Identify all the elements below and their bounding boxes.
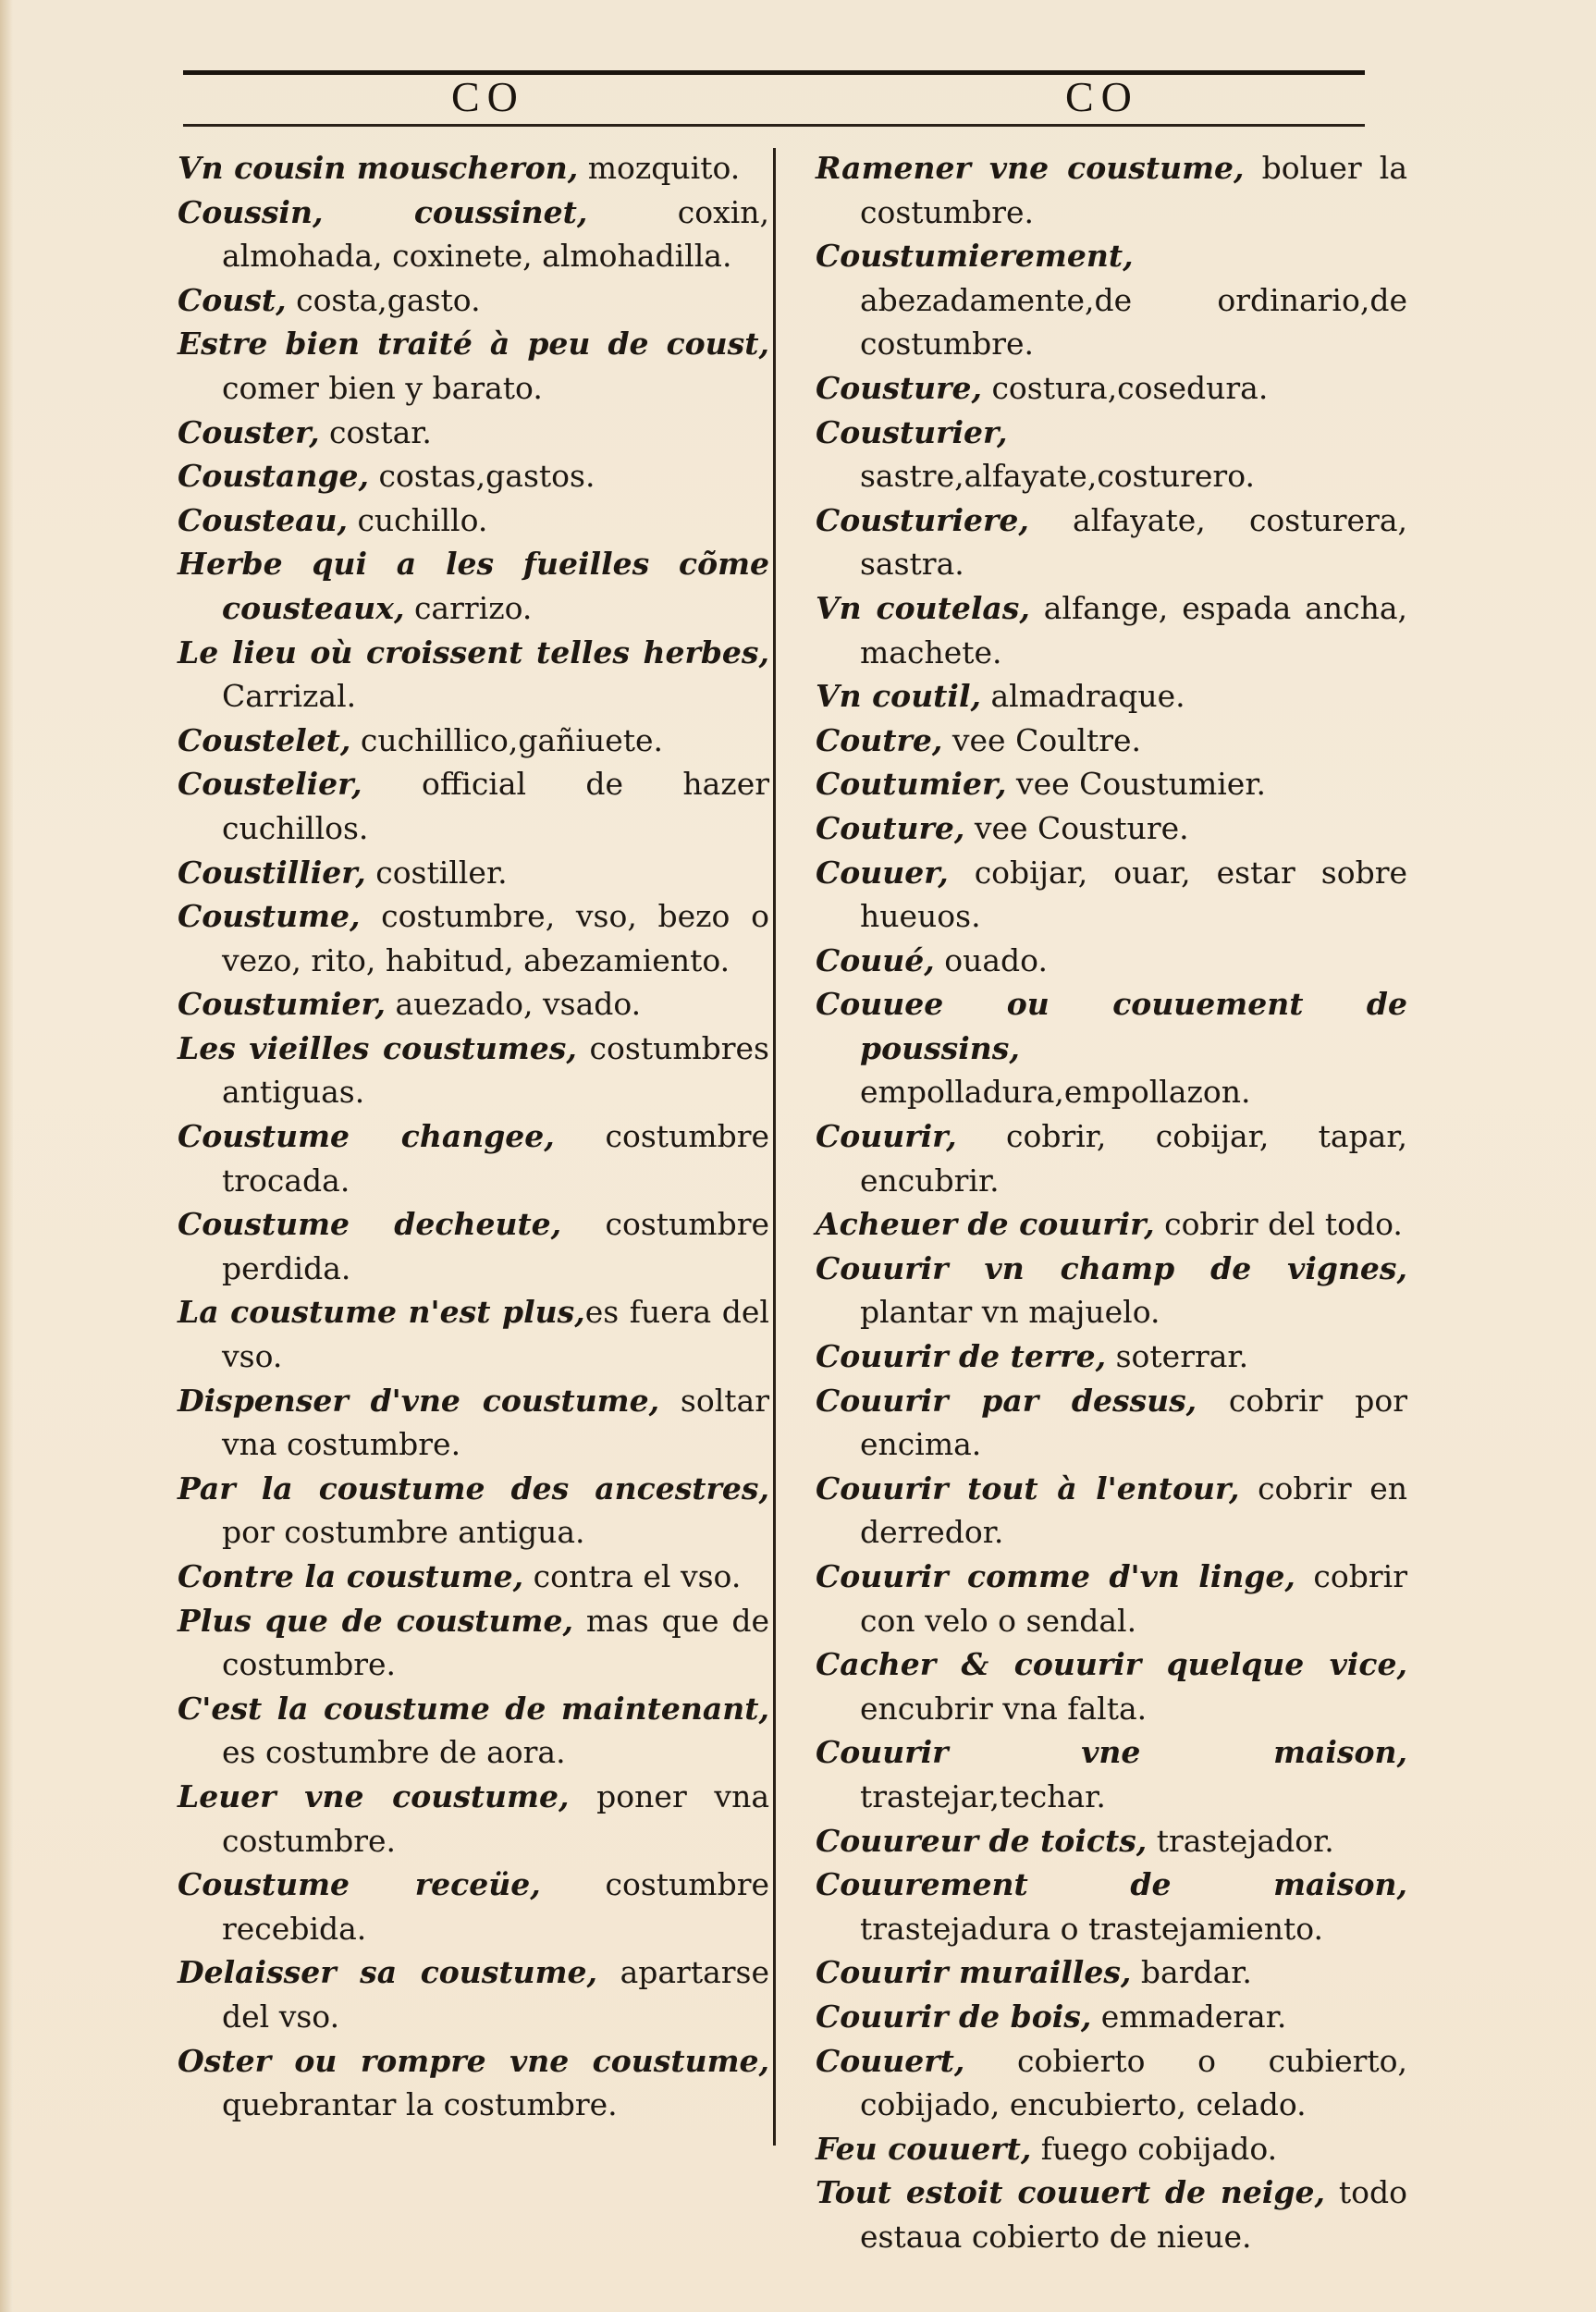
entry-translation: mas que de costumbre.: [222, 1602, 769, 1683]
entry-translation: emmaderar.: [1091, 1998, 1287, 2035]
dictionary-entry: [816, 1642, 1407, 1730]
dictionary-entry: [178, 719, 769, 763]
dictionary-entry: [816, 1467, 1407, 1555]
page-edge: [0, 0, 13, 2312]
dictionary-entry: [816, 1863, 1407, 1950]
dictionary-entry: [178, 1202, 769, 1290]
entry-headword: Coustume receüe,: [178, 1866, 541, 1903]
entry-headword: Cacher & couurir quelque vice,: [816, 1646, 1407, 1683]
dictionary-entry: [816, 1202, 1407, 1247]
entry-translation: cobrir por encima.: [860, 1382, 1407, 1463]
dictionary-entry: [178, 498, 769, 543]
entry-translation: carrizo.: [404, 589, 533, 626]
entry-translation: empolladura,empollazon.: [860, 1074, 1251, 1111]
entry-translation: abezadamente,de ordinario,de costumbre.: [860, 281, 1407, 363]
entry-headword: Coutumier,: [816, 766, 1007, 803]
dictionary-entry: [816, 1950, 1407, 1995]
entry-translation: poner vna costumbre.: [222, 1777, 769, 1859]
header-underline: [183, 124, 1365, 127]
dictionary-entry: [178, 851, 769, 895]
dictionary-entry: [816, 939, 1407, 983]
entry-translation: cobrir, cobijar, tapar, encubrir.: [860, 1118, 1407, 1199]
entry-translation: cobierto o cubierto, cobijado, encubierto, celado.: [860, 2042, 1407, 2123]
entry-translation: official de hazer cuchillos.: [222, 766, 769, 846]
entry-translation: quebrantar la costumbre.: [222, 2086, 618, 2123]
entry-translation: costumbre perdida.: [222, 1206, 769, 1286]
dictionary-entry: [816, 1730, 1407, 1818]
entry-translation: costumbre trocada.: [222, 1118, 770, 1199]
entry-headword: Couuee ou couuement de poussins,: [816, 986, 1407, 1066]
entry-translation: Carrizal.: [222, 678, 357, 715]
entry-headword: Herbe qui a les fueilles cõme cousteaux,: [178, 546, 769, 626]
dictionary-entry: [816, 1995, 1407, 2039]
dictionary-entry: [816, 146, 1407, 234]
right-column: [816, 146, 1407, 2259]
entry-translation: costa,gasto.: [286, 281, 481, 318]
entry-headword: Couué,: [816, 941, 935, 978]
dictionary-entry: [178, 1114, 769, 1202]
entry-headword: Vn coutil,: [816, 678, 981, 715]
running-header-left: CO: [451, 73, 525, 120]
entry-headword: Coustumier,: [178, 986, 387, 1023]
dictionary-entry: [816, 1379, 1407, 1467]
dictionary-entry: [816, 674, 1407, 719]
dictionary-entry: [178, 1379, 769, 1467]
entry-translation: plantar vn majuelo.: [860, 1294, 1160, 1331]
entry-translation: cobrir del todo.: [1154, 1206, 1403, 1243]
entry-translation: costar.: [319, 413, 432, 450]
dictionary-entry: [816, 1334, 1407, 1379]
dictionary-entry: [178, 1950, 769, 2038]
dictionary-entry: [178, 1555, 769, 1599]
dictionary-entry: [178, 1027, 769, 1114]
entry-headword: Dispenser d'vne coustume,: [178, 1382, 660, 1419]
entry-headword: Vn cousin mouscheron,: [178, 150, 579, 186]
entry-translation: mozquito.: [578, 150, 741, 186]
dictionary-entry: [178, 1775, 769, 1863]
dictionary-entry: [816, 982, 1407, 1114]
top-rule: [183, 70, 1365, 75]
entry-headword: Couurir de terre,: [816, 1338, 1107, 1375]
entry-translation: todo estaua cobierto de nieue.: [860, 2174, 1407, 2255]
entry-translation: auezado, vsado.: [386, 986, 642, 1023]
entry-headword: Les vieilles coustumes,: [178, 1029, 577, 1066]
entry-translation: vee Coustumier.: [1006, 766, 1266, 803]
entry-headword: Plus que de coustume,: [178, 1602, 573, 1639]
entry-headword: Couureur de toicts,: [816, 1822, 1148, 1859]
dictionary-entry: [816, 2171, 1407, 2258]
entry-translation: costumbre recebida.: [222, 1866, 770, 1947]
dictionary-entry: [816, 1819, 1407, 1863]
entry-translation: ouado.: [934, 941, 1048, 978]
entry-translation: es costumbre de aora.: [222, 1734, 566, 1771]
dictionary-entry: [816, 1555, 1407, 1642]
entry-headword: Par la coustume des ancestres,: [178, 1470, 769, 1506]
entry-translation: cuchillico,gañiuete.: [350, 721, 664, 758]
entry-headword: Contre la coustume,: [178, 1558, 524, 1594]
dictionary-entry: [178, 322, 769, 410]
dictionary-entry: [816, 2127, 1407, 2171]
dictionary-entry: [178, 146, 769, 191]
entry-headword: Cousturier,: [816, 413, 1008, 450]
dictionary-entry: [178, 1599, 769, 1687]
entry-headword: Leuer vne coustume,: [178, 1777, 570, 1814]
entry-headword: C'est la coustume de maintenant,: [178, 1690, 769, 1727]
dictionary-entry: [178, 1467, 769, 1555]
dictionary-entry: [178, 762, 769, 850]
dictionary-entry: [178, 631, 769, 719]
entry-headword: Couuert,: [816, 2042, 965, 2079]
entry-translation: bardar.: [1131, 1954, 1252, 1991]
entry-translation: apartarse del vso.: [222, 1954, 770, 2035]
entry-headword: Estre bien traité à peu de coust,: [178, 326, 769, 363]
entry-translation: coxin, almohada, coxinete, almohadilla.: [222, 193, 769, 275]
entry-headword: Vn coutelas,: [816, 589, 1030, 626]
entry-headword: Couurir vn champ de vignes,: [816, 1249, 1407, 1286]
entry-headword: Coust,: [178, 281, 287, 318]
entry-translation: almadraque.: [981, 678, 1185, 715]
entry-headword: Couurir de bois,: [816, 1998, 1092, 2035]
dictionary-entry: [816, 586, 1407, 674]
entry-headword: Tout estoit couuert de neige,: [816, 2174, 1325, 2211]
entry-translation: vee Cousture.: [964, 809, 1189, 846]
dictionary-entry: [178, 982, 769, 1027]
entry-headword: Cousturiere,: [816, 501, 1029, 538]
dictionary-entry: [816, 806, 1407, 851]
dictionary-entry: [178, 411, 769, 455]
entry-headword: Coustange,: [178, 458, 370, 495]
entry-headword: Coustelier,: [178, 766, 362, 803]
entry-headword: Couster,: [178, 413, 320, 450]
entry-headword: Couurir vne maison,: [816, 1734, 1407, 1771]
entry-headword: Ramener vne coustume,: [816, 150, 1245, 186]
dictionary-entry: [816, 498, 1407, 586]
entry-headword: Coustumierement,: [816, 238, 1134, 275]
entry-headword: Feu couuert,: [816, 2130, 1032, 2167]
entry-translation: por costumbre antigua.: [222, 1514, 585, 1551]
entry-headword: Couuer,: [816, 854, 949, 891]
entry-translation: vee Coultre.: [942, 721, 1142, 758]
dictionary-entry: [816, 366, 1407, 411]
entry-translation: comer bien y barato.: [222, 369, 543, 406]
dictionary-entry: [178, 542, 769, 630]
entry-headword: Coustillier,: [178, 854, 366, 891]
entry-headword: Couurement de maison,: [816, 1866, 1407, 1903]
entry-translation: costumbre, vso, bezo o vezo, rito, habitud, abezamiento.: [222, 898, 769, 978]
entry-translation: sastre,alfayate,costurero.: [860, 458, 1255, 495]
entry-headword: Oster ou rompre vne coustume,: [178, 2042, 769, 2079]
entry-translation: trastejar,techar.: [860, 1777, 1106, 1814]
entry-headword: Couurir tout à l'entour,: [816, 1470, 1240, 1506]
entry-headword: La coustume n'est plus,: [178, 1294, 585, 1331]
dictionary-entry: [816, 1247, 1407, 1334]
entry-headword: Coustume decheute,: [178, 1206, 562, 1243]
entry-translation: costas,gastos.: [369, 458, 595, 495]
entry-translation: cobrir con velo o sendal.: [860, 1558, 1407, 1639]
entry-translation: boluer la costumbre.: [860, 150, 1407, 230]
dictionary-entry: [178, 278, 769, 323]
entry-headword: Cousteau,: [178, 501, 348, 538]
dictionary-entry: [816, 2039, 1407, 2127]
entry-translation: encubrir vna falta.: [860, 1690, 1148, 1727]
entry-translation: soltar vna costumbre.: [222, 1382, 769, 1463]
dictionary-entry: [178, 1290, 769, 1378]
entry-translation: trastejador.: [1147, 1822, 1334, 1859]
entry-translation: costiller.: [365, 854, 508, 891]
dictionary-entry: [178, 454, 769, 498]
entry-translation: cuchillo.: [347, 501, 488, 538]
dictionary-entry: [816, 234, 1407, 366]
entry-headword: Delaisser sa coustume,: [178, 1954, 598, 1991]
running-header-right: CO: [1065, 73, 1139, 120]
entry-headword: Couurir comme d'vn linge,: [816, 1558, 1295, 1594]
entry-headword: Acheuer de couurir,: [816, 1206, 1155, 1243]
column-divider: [773, 148, 776, 2146]
dictionary-entry: [178, 2039, 769, 2127]
entry-translation: soterrar.: [1106, 1338, 1249, 1375]
left-column: [178, 146, 769, 2127]
entry-translation: contra el vso.: [523, 1558, 742, 1594]
entry-translation: alfayate, costurera, sastra.: [860, 501, 1407, 583]
entry-translation: costura,cosedura.: [981, 369, 1269, 406]
dictionary-entry: [816, 1114, 1407, 1202]
dictionary-entry: [178, 191, 769, 278]
entry-headword: Le lieu où croissent telles herbes,: [178, 633, 769, 670]
dictionary-entry: [178, 1687, 769, 1775]
entry-headword: Coustume,: [178, 898, 361, 935]
entry-headword: Coutre,: [816, 721, 943, 758]
entry-headword: Couurir,: [816, 1118, 957, 1155]
dictionary-entry: [816, 762, 1407, 806]
entry-translation: es fuera del vso.: [222, 1294, 769, 1375]
entry-translation: costumbres antiguas.: [222, 1029, 769, 1111]
dictionary-entry: [178, 1863, 769, 1950]
entry-translation: trastejadura o trastejamiento.: [860, 1910, 1324, 1947]
dictionary-entry: [178, 894, 769, 982]
entry-headword: Coustelet,: [178, 721, 351, 758]
entry-translation: cobrir en derredor.: [860, 1470, 1407, 1551]
entry-headword: Cousture,: [816, 369, 982, 406]
entry-headword: Couture,: [816, 809, 965, 846]
entry-headword: Couurir par dessus,: [816, 1382, 1197, 1419]
entry-translation: fuego cobijado.: [1031, 2130, 1278, 2167]
entry-headword: Coussin, coussinet,: [178, 193, 588, 230]
entry-headword: Couurir murailles,: [816, 1954, 1132, 1991]
entry-translation: alfange, espada ancha, machete.: [860, 589, 1407, 670]
dictionary-entry: [816, 719, 1407, 763]
entry-translation: cobijar, ouar, estar sobre hueuos.: [860, 854, 1407, 935]
dictionary-entry: [816, 411, 1407, 498]
entry-headword: Coustume changee,: [178, 1118, 555, 1155]
dictionary-entry: [816, 851, 1407, 939]
